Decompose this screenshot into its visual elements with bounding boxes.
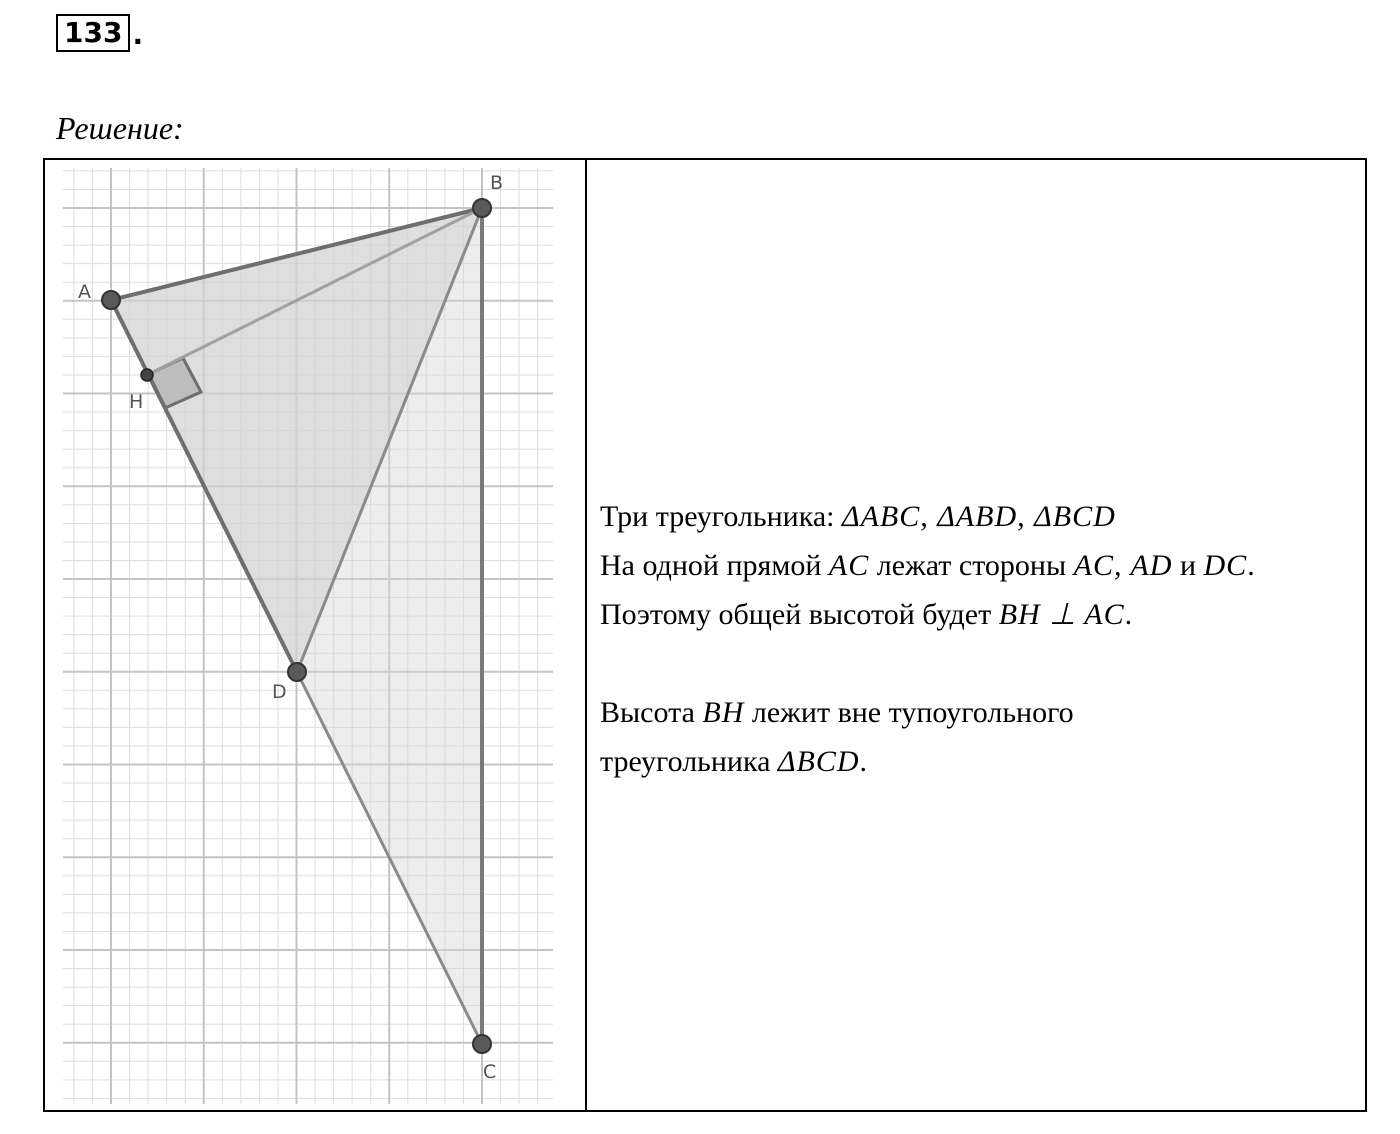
- label-c: C: [483, 1061, 497, 1083]
- label-h: H: [129, 391, 144, 413]
- text-run: треугольника: [600, 745, 778, 778]
- text-run: .: [1247, 549, 1255, 582]
- point-c: [473, 1035, 491, 1053]
- point-b: [473, 199, 491, 217]
- math-run: AC, AD: [1073, 549, 1173, 582]
- math-run: BH: [702, 696, 745, 729]
- explanation-line-5: [600, 737, 1355, 786]
- text-run: и: [1172, 549, 1204, 582]
- label-a: A: [78, 281, 91, 303]
- text-run: лежат стороны: [869, 549, 1074, 582]
- point-d: [288, 663, 306, 681]
- paragraph-gap: [600, 639, 1355, 688]
- point-h: [141, 369, 153, 381]
- explanation-line-1: [600, 492, 1355, 541]
- math-run: AC: [828, 549, 870, 582]
- problem-number-box: 133: [56, 14, 130, 52]
- point-a: [102, 291, 120, 309]
- figure-cell: [45, 160, 587, 1110]
- geometry-figure: [45, 160, 585, 1110]
- explanation-line-2: [600, 541, 1355, 590]
- problem-number: [56, 14, 143, 52]
- problem-number-dot: .: [132, 18, 144, 51]
- text-run: На одной прямой: [600, 549, 829, 582]
- label-d: D: [272, 681, 287, 703]
- label-b: B: [490, 172, 504, 194]
- math-run: ΔABC, ΔABD, ΔBCD: [841, 500, 1116, 533]
- text-run: Три треугольника:: [600, 500, 842, 533]
- math-run: BH ⊥ AC: [998, 598, 1125, 631]
- text-cell: [587, 160, 1365, 1110]
- solution-label: Решение:: [56, 110, 184, 146]
- text-run: лежит вне тупоугольного: [744, 696, 1074, 729]
- solution-table: [43, 158, 1367, 1112]
- text-run: Поэтому общей высотой будет: [600, 598, 999, 631]
- text-run: Высота: [600, 696, 703, 729]
- explanation-line-3: [600, 590, 1355, 639]
- explanation: [600, 492, 1355, 786]
- text-run: .: [859, 745, 868, 778]
- math-run: DC: [1203, 549, 1248, 582]
- explanation-line-4: [600, 688, 1355, 737]
- text-run: .: [1124, 598, 1133, 631]
- math-run: ΔBCD: [777, 745, 860, 778]
